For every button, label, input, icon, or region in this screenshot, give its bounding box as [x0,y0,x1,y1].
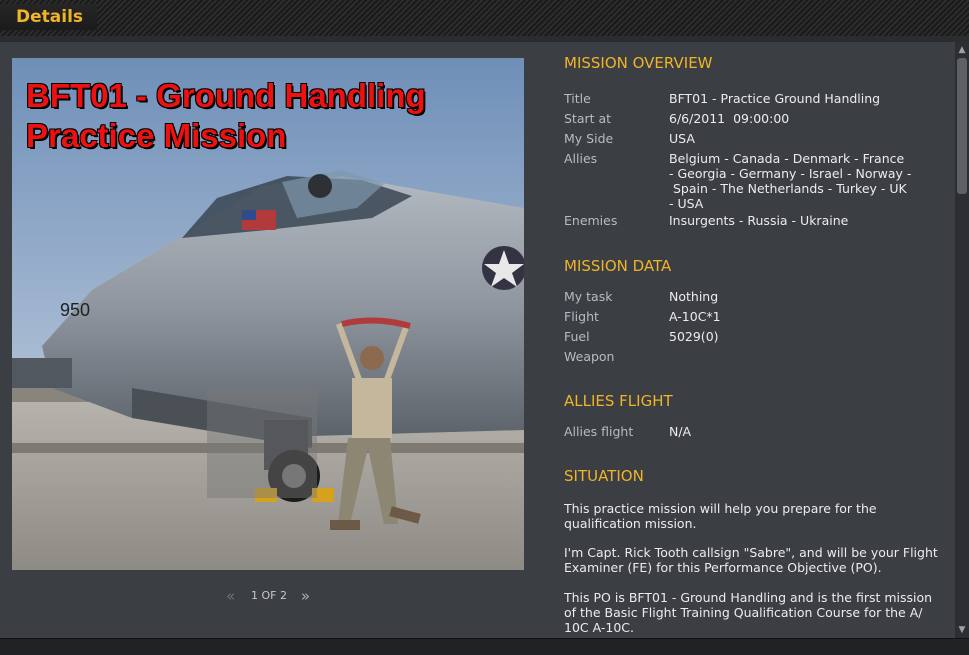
mission-image [12,58,524,570]
start-label: Start at [564,111,612,126]
situation-line: This practice mission will help you prepare for the [564,501,877,516]
situation-paragraph-3 [564,590,944,635]
double-chevron-right-icon[interactable]: » [300,587,310,605]
data-row-fuel [564,329,944,344]
double-chevron-left-icon[interactable]: « [226,587,236,605]
window-title: Details [0,4,97,30]
allies-flight-label: Allies flight [564,424,634,439]
enemies-value: Insurgents - Russia - Ukraine [669,213,849,228]
allies-label: Allies [564,151,598,166]
start-value: 6/6/2011 09:00:00 [669,111,790,126]
flight-label: Flight [564,309,599,324]
situation-heading: SITUATION [564,467,644,485]
side-value: USA [669,131,695,146]
title-value: BFT01 - Practice Ground Handling [669,91,881,106]
data-row-flight [564,309,944,324]
task-label: My task [564,289,613,304]
situation-paragraph-1 [564,501,944,531]
situation-line: 10C A-10C. [564,620,635,635]
allies-value [669,151,919,211]
title-label: Title [564,91,591,106]
scrollbar-thumb[interactable] [957,58,967,194]
data-row-weapon [564,349,944,364]
situation-line: Examiner (FE) for this Performance Objective (PO). [564,560,882,575]
situation-line: This PO is BFT01 - Ground Handling and is the first mission [564,590,933,605]
situation-line: of the Basic Flight Training Qualification Course for the A/ [564,605,923,620]
flight-value: A-10C*1 [669,309,721,324]
allies-flight-value: N/A [669,424,692,439]
overview-row-start [564,111,944,126]
overview-row-side [564,131,944,146]
titlebar-shadow [0,36,969,42]
allies-line: - USA [669,196,704,211]
weapon-value [669,349,919,364]
scroll-up-arrow-icon[interactable]: ▲ [958,45,966,55]
data-row-task [564,289,944,304]
overview-row-enemies [564,213,944,228]
window-titlebar [0,0,969,37]
image-title-line-1: BFT01 - Ground Handling [26,77,426,114]
mission-overview-heading: MISSION OVERVIEW [564,54,713,72]
situation-line: I'm Capt. Rick Tooth callsign "Sabre", and will be your Flight [564,545,938,560]
situation-paragraph-2 [564,545,944,575]
page-indicator: 1 OF 2 [251,589,287,602]
allies-line: - Georgia - Germany - Israel - Norway - [669,166,912,181]
fuel-value: 5029(0) [669,329,719,344]
details-panel [564,48,944,638]
image-title-line-2: Practice Mission [26,117,287,154]
image-pager [226,586,316,606]
allies-line: Spain - The Netherlands - Turkey - UK [673,181,907,196]
situation-line: qualification mission. [564,516,697,531]
enemies-label: Enemies [564,213,618,228]
mission-data-heading: MISSION DATA [564,257,672,275]
fuel-label: Fuel [564,329,590,344]
overview-row-title [564,91,944,106]
aircraft-nose-number: 950 [60,300,91,320]
scroll-down-arrow-icon[interactable]: ▼ [958,625,966,635]
allies-flight-row [564,424,944,439]
allies-line: Belgium - Canada - Denmark - France [669,151,905,166]
window-bottom-bar [0,638,969,655]
weapon-label: Weapon [564,349,615,364]
task-value: Nothing [669,289,719,304]
side-label: My Side [564,131,614,146]
overview-row-allies [564,151,944,211]
allies-flight-heading: ALLIES FLIGHT [564,392,673,410]
image-title [26,76,426,156]
